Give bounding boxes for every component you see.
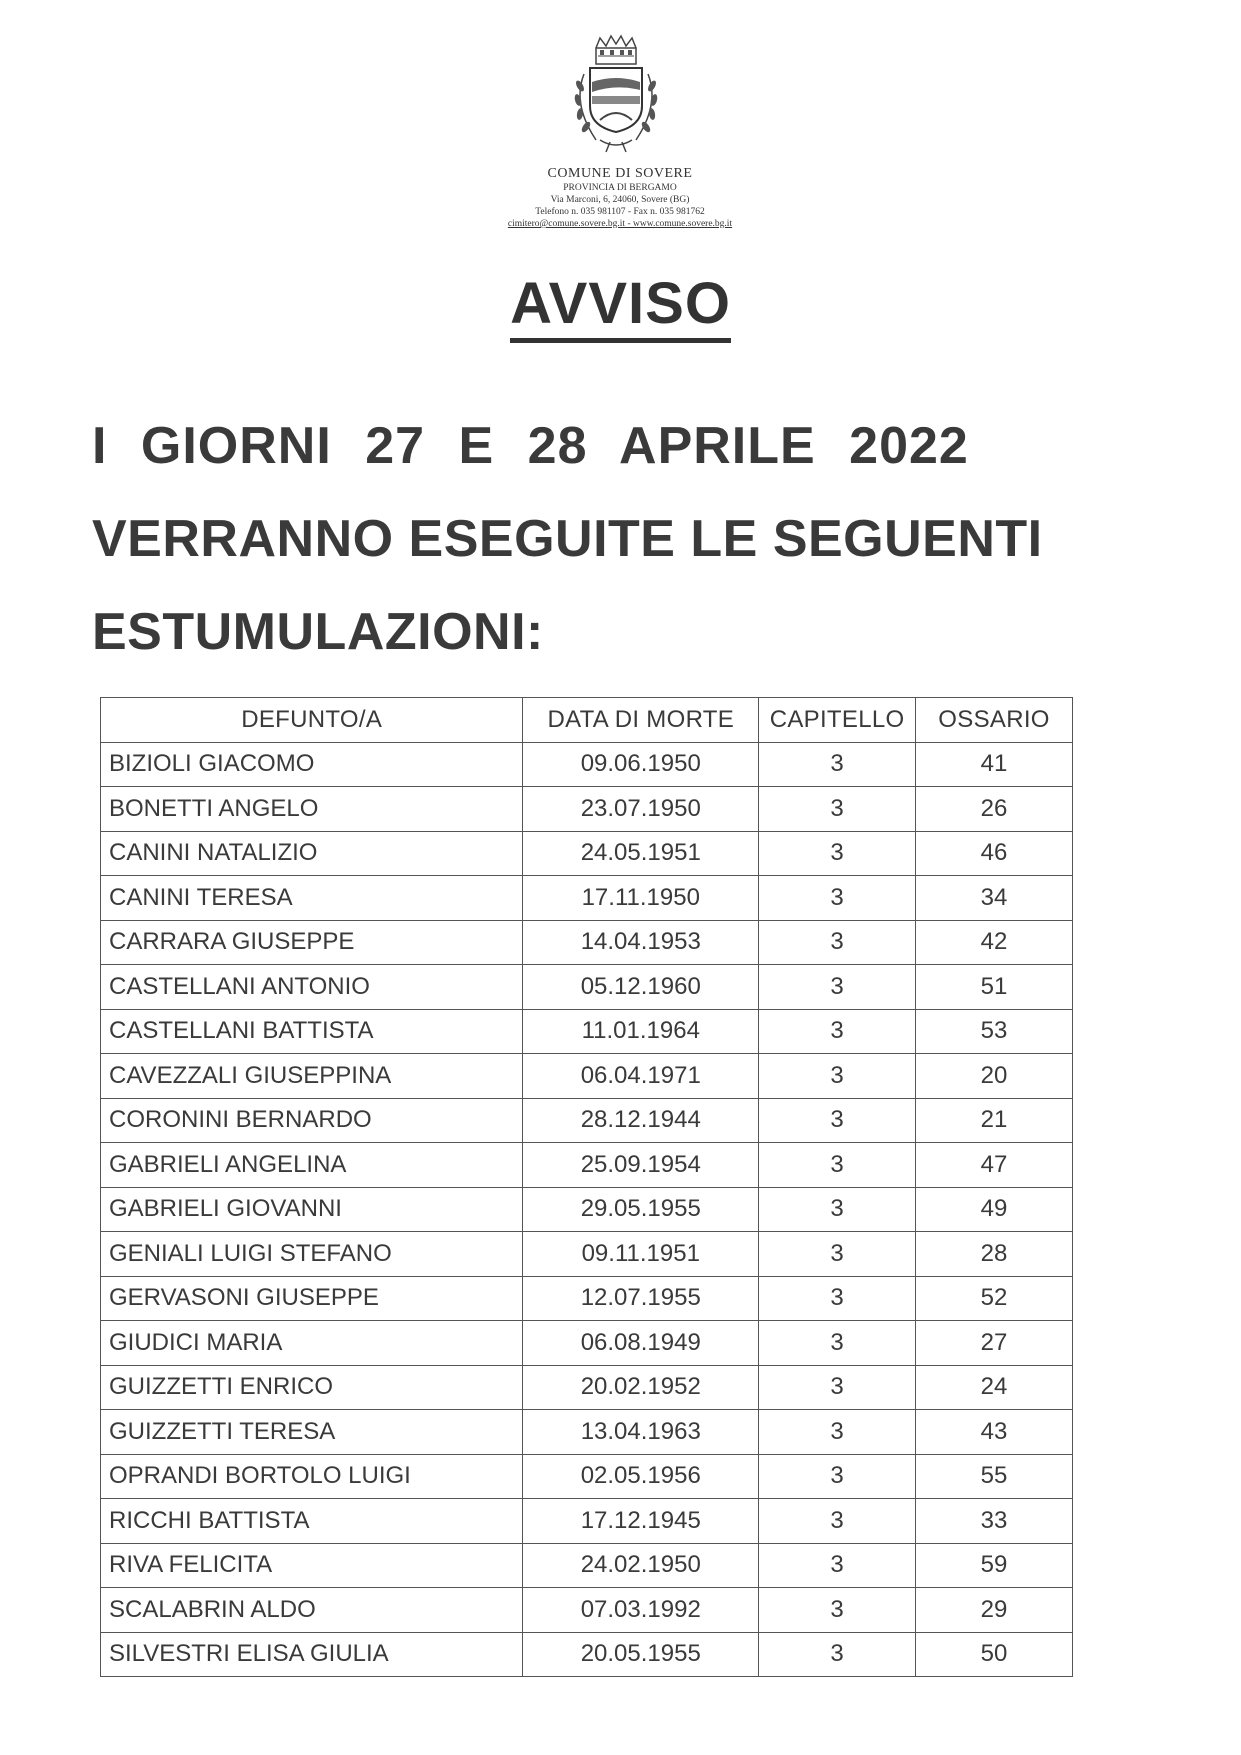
table-row [101,1143,1073,1188]
cell-deceased-name: GUIZZETTI ENRICO [101,1365,523,1410]
cell-ossario: 46 [916,831,1073,876]
cell-deceased-name: GABRIELI GIOVANNI [101,1187,523,1232]
cell-deceased-name: CASTELLANI BATTISTA [101,1009,523,1054]
cell-capitello: 3 [759,920,916,965]
cell-capitello: 3 [759,1054,916,1099]
table-row [101,1276,1073,1321]
cell-ossario: 53 [916,1009,1073,1054]
cell-deceased-name: BIZIOLI GIACOMO [101,742,523,787]
headline-line-2: VERRANNO ESEGUITE LE SEGUENTI [92,510,1043,568]
cell-capitello: 3 [759,1543,916,1588]
cell-capitello: 3 [759,787,916,832]
cell-deceased-name: CASTELLANI ANTONIO [101,965,523,1010]
cell-ossario: 41 [916,742,1073,787]
headline-line-3: ESTUMULAZIONI: [92,603,544,661]
cell-date-of-death: 28.12.1944 [523,1098,759,1143]
cell-date-of-death: 29.05.1955 [523,1187,759,1232]
cell-deceased-name: GUIZZETTI TERESA [101,1410,523,1455]
cell-date-of-death: 17.12.1945 [523,1499,759,1544]
cell-ossario: 59 [916,1543,1073,1588]
email-website: cimitero@comune.sovere.bg.it - www.comune.sovere.bg.it [507,219,733,229]
cell-deceased-name: GERVASONI GIUSEPPE [101,1276,523,1321]
cell-deceased-name: SILVESTRI ELISA GIULIA [101,1632,523,1677]
municipality-name: COMUNE DI SOVERE [547,166,693,181]
cell-capitello: 3 [759,742,916,787]
headline-line-1: I GIORNI 27 E 28 APRILE 2022 [92,417,969,475]
address: Via Marconi, 6, 24060, Sovere (BG) [550,195,690,205]
table-row [101,1499,1073,1544]
table-row [101,1009,1073,1054]
cell-date-of-death: 02.05.1956 [523,1454,759,1499]
cell-ossario: 55 [916,1454,1073,1499]
exhumation-table [100,697,1073,1677]
cell-ossario: 50 [916,1632,1073,1677]
cell-date-of-death: 25.09.1954 [523,1143,759,1188]
cell-capitello: 3 [759,1321,916,1366]
table-row [101,1321,1073,1366]
cell-ossario: 27 [916,1321,1073,1366]
cell-date-of-death: 07.03.1992 [523,1588,759,1633]
cell-date-of-death: 09.11.1951 [523,1232,759,1277]
cell-date-of-death: 17.11.1950 [523,876,759,921]
cell-capitello: 3 [759,1009,916,1054]
table-row [101,1543,1073,1588]
table-row [101,831,1073,876]
phone-fax: Telefono n. 035 981107 - Fax n. 035 981762 [535,207,705,217]
cell-deceased-name: CARRARA GIUSEPPE [101,920,523,965]
table-row [101,1098,1073,1143]
cell-date-of-death: 06.08.1949 [523,1321,759,1366]
cell-capitello: 3 [759,1276,916,1321]
notice-title-text: AVVISO [510,271,731,343]
province: PROVINCIA DI BERGAMO [563,183,677,193]
municipal-crest-logo [560,34,672,162]
table-row [101,1632,1073,1677]
cell-deceased-name: CAVEZZALI GIUSEPPINA [101,1054,523,1099]
column-header-capitello: CAPITELLO [759,698,916,743]
cell-date-of-death: 23.07.1950 [523,787,759,832]
cell-ossario: 20 [916,1054,1073,1099]
cell-ossario: 26 [916,787,1073,832]
cell-capitello: 3 [759,1410,916,1455]
cell-ossario: 51 [916,965,1073,1010]
table-row [101,920,1073,965]
cell-date-of-death: 12.07.1955 [523,1276,759,1321]
cell-capitello: 3 [759,1365,916,1410]
cell-capitello: 3 [759,1632,916,1677]
table-row [101,1054,1073,1099]
cell-date-of-death: 05.12.1960 [523,965,759,1010]
cell-capitello: 3 [759,965,916,1010]
cell-ossario: 29 [916,1588,1073,1633]
cell-date-of-death: 24.02.1950 [523,1543,759,1588]
table-row [101,742,1073,787]
cell-deceased-name: GENIALI LUIGI STEFANO [101,1232,523,1277]
cell-deceased-name: OPRANDI BORTOLO LUIGI [101,1454,523,1499]
cell-date-of-death: 13.04.1963 [523,1410,759,1455]
column-header-deceased: DEFUNTO/A [101,698,523,743]
table-row [101,1410,1073,1455]
cell-date-of-death: 11.01.1964 [523,1009,759,1054]
cell-date-of-death: 24.05.1951 [523,831,759,876]
letterhead [420,166,820,230]
cell-ossario: 43 [916,1410,1073,1455]
table-row [101,787,1073,832]
table-row [101,1454,1073,1499]
column-header-date-of-death: DATA DI MORTE [523,698,759,743]
cell-capitello: 3 [759,1098,916,1143]
cell-deceased-name: BONETTI ANGELO [101,787,523,832]
cell-deceased-name: RIVA FELICITA [101,1543,523,1588]
table-row [101,965,1073,1010]
cell-ossario: 33 [916,1499,1073,1544]
cell-capitello: 3 [759,876,916,921]
cell-ossario: 42 [916,920,1073,965]
notice-title [0,270,1241,337]
table-body [101,742,1073,1677]
cell-date-of-death: 20.02.1952 [523,1365,759,1410]
cell-date-of-death: 06.04.1971 [523,1054,759,1099]
cell-ossario: 21 [916,1098,1073,1143]
table-row [101,1232,1073,1277]
cell-ossario: 28 [916,1232,1073,1277]
cell-deceased-name: CANINI TERESA [101,876,523,921]
cell-capitello: 3 [759,831,916,876]
cell-date-of-death: 14.04.1953 [523,920,759,965]
cell-ossario: 49 [916,1187,1073,1232]
table-row [101,876,1073,921]
cell-capitello: 3 [759,1232,916,1277]
cell-date-of-death: 09.06.1950 [523,742,759,787]
table-row [101,1187,1073,1232]
cell-capitello: 3 [759,1499,916,1544]
table-row [101,1365,1073,1410]
cell-deceased-name: CANINI NATALIZIO [101,831,523,876]
cell-deceased-name: GABRIELI ANGELINA [101,1143,523,1188]
cell-deceased-name: SCALABRIN ALDO [101,1588,523,1633]
cell-deceased-name: GIUDICI MARIA [101,1321,523,1366]
cell-ossario: 34 [916,876,1073,921]
cell-date-of-death: 20.05.1955 [523,1632,759,1677]
cell-capitello: 3 [759,1143,916,1188]
column-header-ossario: OSSARIO [916,698,1073,743]
cell-capitello: 3 [759,1454,916,1499]
cell-capitello: 3 [759,1187,916,1232]
cell-deceased-name: CORONINI BERNARDO [101,1098,523,1143]
table-header-row [101,698,1073,743]
cell-ossario: 24 [916,1365,1073,1410]
cell-ossario: 47 [916,1143,1073,1188]
table-row [101,1588,1073,1633]
cell-deceased-name: RICCHI BATTISTA [101,1499,523,1544]
cell-ossario: 52 [916,1276,1073,1321]
cell-capitello: 3 [759,1588,916,1633]
